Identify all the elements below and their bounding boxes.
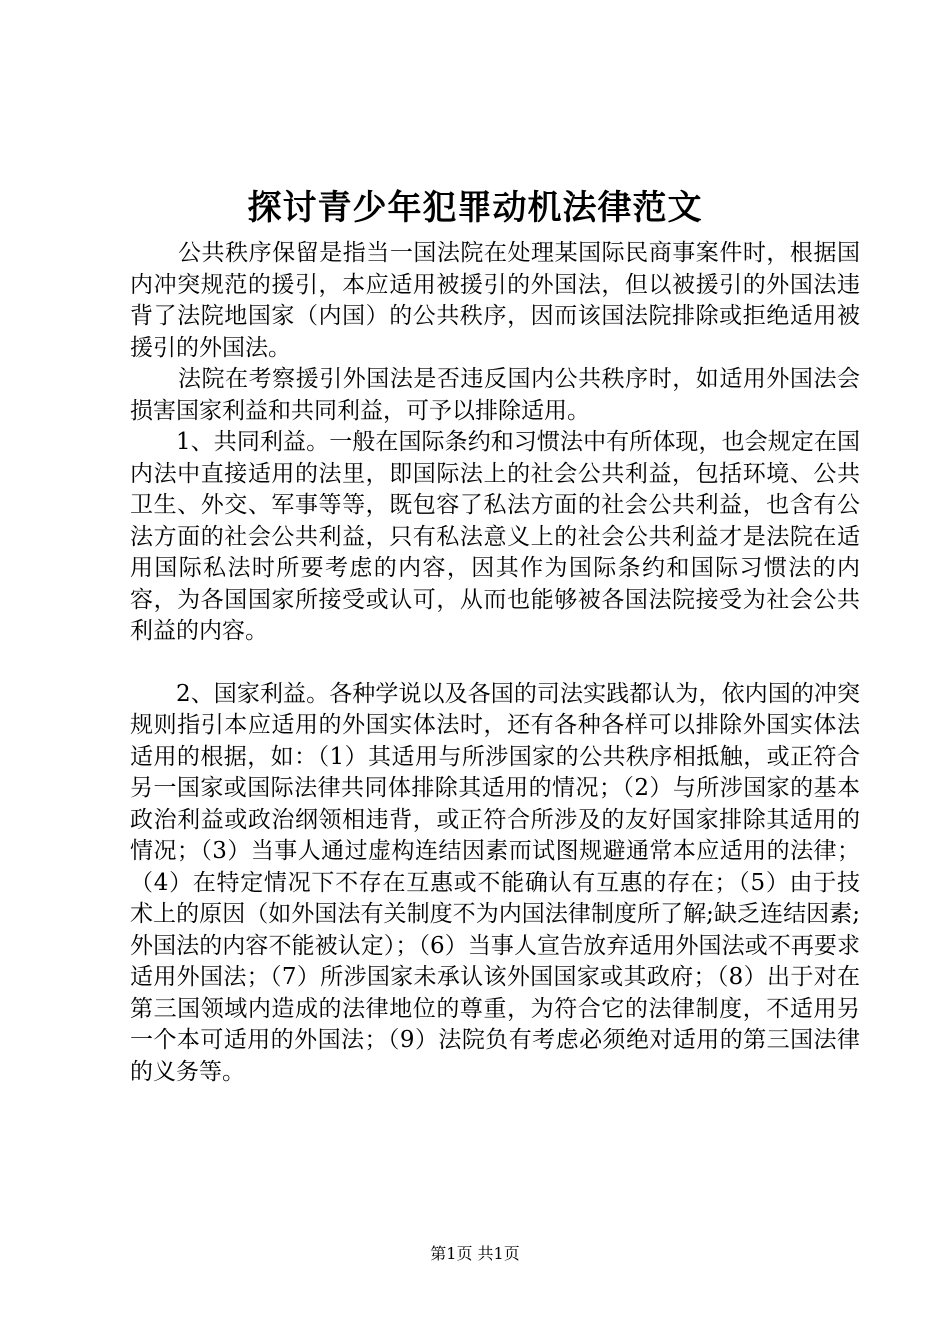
document-body [130, 238, 860, 1088]
page-footer: 第1页 共1页 [430, 1244, 520, 1263]
paragraph-common-interest: 1、共同利益。一般在国际条约和习惯法中有所体现，也会规定在国内法中直接适用的法里，即国际法上的社会公共利益，包括环境、公共卫生、外交、军事等等，既包容了私法方面的社会公共利益，也含有公法方面的社会公共利益，只有私法意义上的社会公共利益才是法院在适用国际私法时所要考虑的内容，因其作为国际条约和国际习惯法的内容，为各国国家所接受或认可，从而也能够被各国法院接受为社会公共利益的内容。 [130, 429, 860, 644]
paragraph-national-interest: 2、国家利益。各种学说以及各国的司法实践都认为，依内国的冲突规则指引本应适用的外国实体法时，还有各种各样可以排除外国实体法适用的根据，如：（1）其适用与所涉国家的公共秩序相抵触，或正符合另一国家或国际法律共同体排除其适用的情况；（2）与所涉国家的基本政治利益或政治纲领相违背，或正符合所涉及的友好国家排除其适用的情况；（3）当事人通过虚构连结因素而试图规避通常本应适用的法律；（4）在特定情况下不存在互惠或不能确认有互惠的存在；（5）由于技术上的原因（如外国法有关制度不为内国法律制度所了解;缺乏连结因素;外国法的内容不能被认定）；（6）当事人宣告放弃适用外国法或不再要求适用外国法；（7）所涉国家未承认该外国国家或其政府；（8）出于对在第三国领域内造成的法律地位的尊重，为符合它的法律制度，不适用另一个本可适用的外国法；（9）法院负有考虑必须绝对适用的第三国法律的义务等。 [130, 680, 860, 1085]
document-title: 探讨青少年犯罪动机法律范文 [247, 188, 703, 228]
paragraph-spacer [130, 648, 860, 679]
paragraph-public-order: 公共秩序保留是指当一国法院在处理某国际民商事案件时，根据国内冲突规范的援引，本应适用被援引的外国法，但以被援引的外国法违背了法院地国家（内国）的公共秩序，因而该国法院排除或拒绝适用被援引的外国法。 [130, 240, 860, 361]
paragraph-review-criteria: 法院在考察援引外国法是否违反国内公共秩序时，如适用外国法会损害国家利益和共同利益，可予以排除适用。 [130, 366, 860, 424]
